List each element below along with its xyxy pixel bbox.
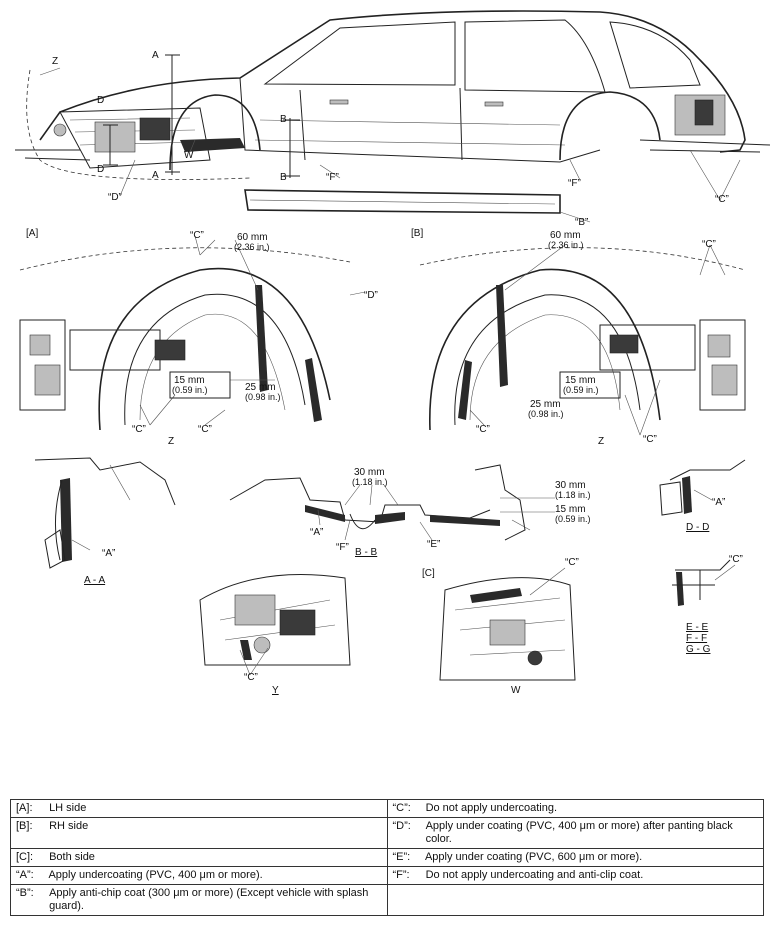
callout-qc-efg: “C” [729,554,743,565]
legend-cell-left [11,867,388,885]
dim-60-lh: 60 mm [237,232,268,243]
dim-15-lh: 15 mm [174,375,205,386]
legend-cell-right [387,867,764,885]
callout-a-bottom: A [152,170,159,181]
callout-z-top: Z [52,56,59,67]
legend-cell-left [11,849,388,867]
legend-text: Both side [49,851,95,863]
view-label-both: [C] [422,568,435,579]
callout-qd-top: “D” [108,192,122,203]
legend-cell-right [387,818,764,849]
dim-15in-bb: (0.59 in.) [555,514,591,524]
callout-qc-rh-2: “C” [643,434,657,445]
legend-row [11,800,764,818]
callout-w-top: W [184,150,194,161]
callout-qf-top-left: “F” [326,172,339,183]
callout-d-bottom: D [97,164,105,175]
vehicle-side-view [15,11,770,222]
view-label-dd: D - D [686,522,710,533]
callout-d-top: D [97,95,105,106]
callout-qc-rh-1: “C” [476,424,490,435]
dim-15-rh: 15 mm [565,375,596,386]
callout-qf-bb: “F” [336,542,349,553]
legend-key: [B]: [16,820,33,832]
legend-key: [A]: [16,802,33,814]
view-w [440,568,575,680]
legend-cell-right [387,849,764,867]
view-label-z-rh: Z [598,436,605,447]
callout-qf-top-right: “F” [568,178,581,189]
view-label-y: Y [272,685,279,696]
legend-cell-right [387,800,764,818]
callout-qc-w: “C” [565,557,579,568]
dim-60in-lh: (2.36 in.) [234,242,270,252]
legend-cell-left [11,885,388,916]
legend-key: “F”: [392,869,410,881]
callout-b-top: B [280,114,287,125]
legend-key: “E”: [392,851,411,863]
dim-60-rh: 60 mm [550,230,581,241]
callout-qa-bb: “A” [310,527,324,538]
callout-qc-lh-top: “C” [190,230,204,241]
callout-qe-bb: “E” [427,539,441,550]
section-e-f-g [672,560,735,606]
dim-30in-bb: (1.18 in.) [352,477,388,487]
callout-qa-aa: “A” [102,548,116,559]
view-y [200,574,350,675]
dim-15in-rh: (0.59 in.) [563,385,599,395]
dim-30in-bb-right: (1.18 in.) [555,490,591,500]
callout-qc-top: “C” [715,194,729,205]
legend-text: Do not apply undercoating and anti-clip coat. [425,869,644,881]
legend-text: Do not apply undercoating. [425,802,558,814]
dim-30-bb-right: 30 mm [555,480,586,491]
dim-15in-lh: (0.59 in.) [172,385,208,395]
dim-30-bb: 30 mm [354,467,385,478]
view-label-w: W [511,685,521,696]
view-label-gg: G - G [686,644,711,655]
callout-b-bottom: B [280,172,287,183]
section-d-d [660,460,745,515]
dim-25-lh: 25 mm [245,382,276,393]
legend-text: Apply anti-chip coat (300 μm or more) (Except vehicle with splash guard). [49,887,369,912]
view-label-ee: E - E [686,622,709,633]
callout-qc-lh-1: “C” [132,424,146,435]
legend-key: “A”: [16,869,34,881]
callout-qd-lh: “D” [364,290,378,301]
legend-row [11,849,764,867]
legend-text: LH side [49,802,87,814]
callout-qc-rh-top: “C” [702,239,716,250]
lh-wheel-arch-view [20,236,365,430]
callout-qc-lh-2: “C” [198,424,212,435]
view-label-z-lh: Z [168,436,175,447]
section-b-b [230,465,555,540]
view-label-bb: B - B [355,547,378,558]
legend-row [11,867,764,885]
dim-25in-rh: (0.98 in.) [528,409,564,419]
legend-row [11,885,764,916]
legend-text: Apply undercoating (PVC, 400 μm or more). [48,869,263,881]
dim-15-bb: 15 mm [555,504,586,515]
view-label-aa: A - A [84,575,106,586]
legend-cell-right [387,885,764,916]
dim-60in-rh: (2.36 in.) [548,240,584,250]
view-label-lh: [A] [26,228,39,239]
dim-25in-lh: (0.98 in.) [245,392,281,402]
callout-a-top: A [152,50,159,61]
legend-key: “C”: [392,802,411,814]
legend-text: Apply under coating (PVC, 600 μm or more). [424,851,643,863]
callout-qa-dd: “A” [712,497,726,508]
view-label-rh: [B] [411,228,424,239]
callout-qc-y: “C” [244,672,258,683]
view-label-ff: F - F [686,633,708,644]
legend-cell-left [11,800,388,818]
dim-25-rh: 25 mm [530,399,561,410]
legend-text: Apply under coating (PVC, 400 μm or more) after panting black color. [425,820,733,845]
legend-key: “B”: [16,887,34,899]
legend-cell-left [11,818,388,849]
legend-key: [C]: [16,851,34,863]
legend-table [10,799,764,916]
callout-qb-top: “B” [575,217,589,228]
legend-key: “D”: [392,820,411,832]
legend-row [11,818,764,849]
rh-wheel-arch-view [420,245,745,435]
legend-text: RH side [49,820,89,832]
